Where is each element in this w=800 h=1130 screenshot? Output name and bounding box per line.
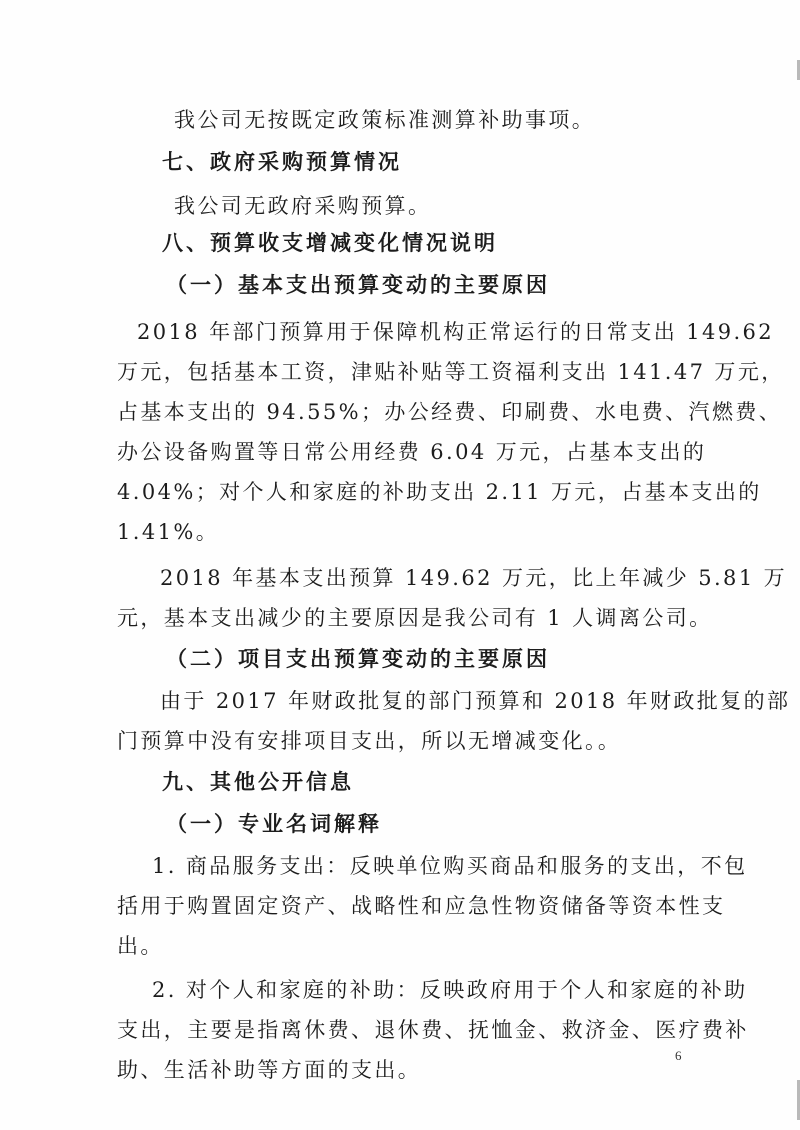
subsection-heading-project-expenditure: （二）项目支出预算变动的主要原因: [166, 647, 550, 671]
paragraph-line: 2018 年部门预算用于保障机构正常运行的日常支出 149.62: [137, 320, 775, 344]
paragraph-line: 元，基本支出减少的主要原因是我公司有 1 人调离公司。: [117, 606, 713, 630]
paragraph-line: 1. 商品服务支出：反映单位购买商品和服务的支出，不包: [152, 854, 748, 878]
section-heading-9: 九、其他公开信息: [162, 770, 354, 794]
subsection-heading-terms: （一）专业名词解释: [166, 812, 382, 836]
section-heading-7: 七、政府采购预算情况: [162, 150, 402, 174]
paragraph-line: 由于 2017 年财政批复的部门预算和 2018 年财政批复的部: [160, 689, 791, 713]
paragraph-line: 我公司无政府采购预算。: [174, 194, 432, 218]
paragraph-line: 办公设备购置等日常公用经费 6.04 万元，占基本支出的: [117, 440, 707, 464]
paragraph-line: 万元，包括基本工资，津贴补贴等工资福利支出 141.47 万元，: [117, 360, 785, 384]
paragraph-line: 助、生活补助等方面的支出。: [117, 1058, 422, 1082]
paragraph-line: 门预算中没有安排项目支出，所以无增减变化。。: [117, 729, 622, 753]
page-number: 6: [675, 1048, 682, 1063]
paragraph-line: 括用于购置固定资产、战略性和应急性物资储备等资本性支: [117, 894, 726, 918]
paragraph-line: 占基本支出的 94.55%；办公经费、印刷费、水电费、汽燃费、: [117, 400, 783, 424]
paragraph-line: 出。: [117, 934, 164, 958]
paragraph-line: 2018 年基本支出预算 149.62 万元，比上年减少 5.81 万: [160, 566, 788, 590]
paragraph-line: 支出，主要是指离休费、退休费、抚恤金、救济金、医疗费补: [117, 1018, 749, 1042]
paragraph-line: 4.04%；对个人和家庭的补助支出 2.11 万元，占基本支出的: [117, 480, 762, 504]
subsection-heading-basic-expenditure: （一）基本支出预算变动的主要原因: [166, 273, 550, 297]
paragraph-line: 我公司无按既定政策标准测算补助事项。: [174, 108, 596, 132]
paragraph-line: 1.41%。: [117, 520, 220, 544]
section-heading-8: 八、预算收支增减变化情况说明: [162, 231, 498, 255]
paragraph-line: 2. 对个人和家庭的补助：反映政府用于个人和家庭的补助: [152, 978, 748, 1002]
